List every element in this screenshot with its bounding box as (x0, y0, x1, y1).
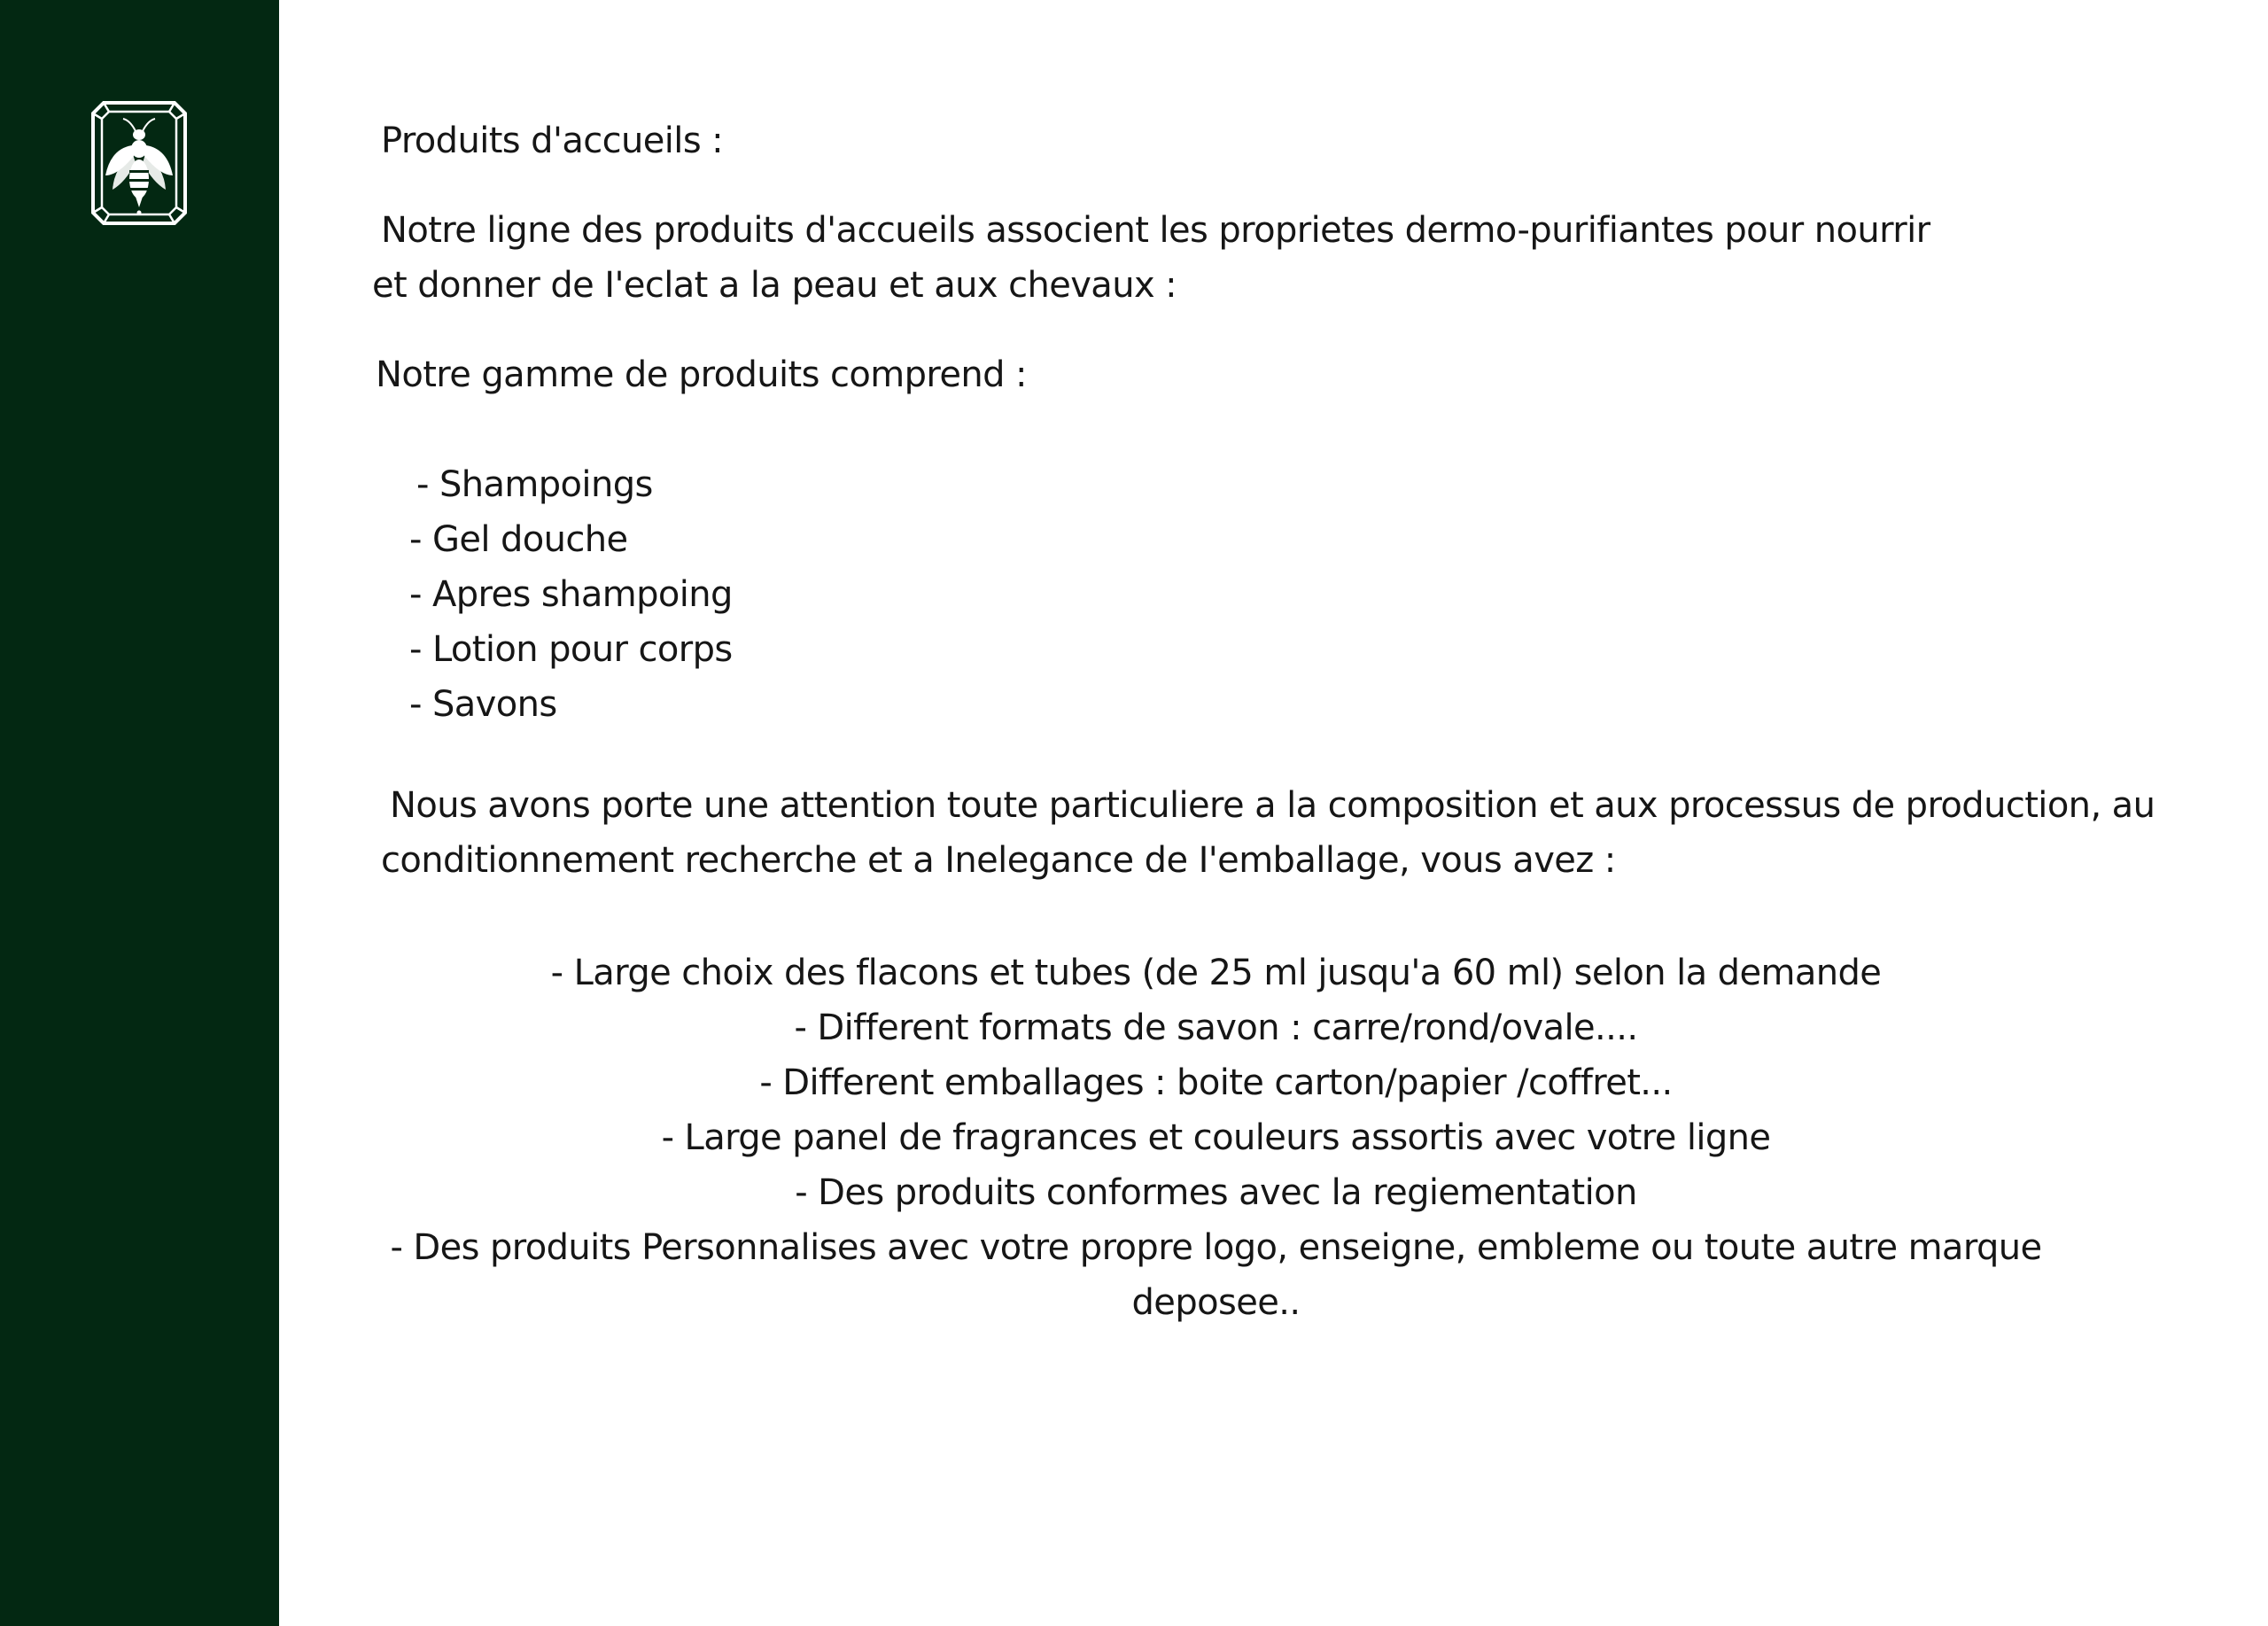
product-item: - Shampoings (416, 464, 653, 505)
feature-item: deposee.. (1131, 1282, 1301, 1323)
product-item: - Apres shampoing (409, 574, 733, 615)
feature-item: - Different formats de savon : carre/rond/ovale.... (794, 1007, 1638, 1048)
product-item: - Gel douche (409, 519, 628, 560)
attention-line-1: Nous avons porte une attention toute particuliere a la composition et aux processus de production, au (390, 785, 2155, 826)
product-item: - Savons (409, 684, 557, 725)
page-heading: Produits d'accueils : (381, 121, 724, 161)
intro-line-2: et donner de I'eclat a la peau et aux chevaux : (372, 265, 1177, 306)
feature-item: - Des produits conformes avec la regiementation (795, 1172, 1637, 1213)
feature-item: - Different emballages : boite carton/papier /coffret... (759, 1062, 1673, 1103)
feature-item: - Large panel de fragrances et couleurs assortis avec votre ligne (661, 1117, 1771, 1158)
feature-item: - Des produits Personnalises avec votre propre logo, enseigne, embleme ou toute autre marque (390, 1227, 2042, 1268)
product-item: - Lotion pour corps (409, 629, 733, 670)
feature-item: - Large choix des flacons et tubes (de 25 ml jusqu'a 60 ml) selon la demande (550, 953, 1882, 993)
intro-line-1: Notre ligne des produits d'accueils associent les proprietes dermo-purifiantes pour nourrir (381, 210, 1930, 251)
range-title: Notre gamme de produits comprend : (376, 354, 1027, 395)
attention-line-2: conditionnement recherche et a Inelegance de I'emballage, vous avez : (381, 840, 1616, 881)
